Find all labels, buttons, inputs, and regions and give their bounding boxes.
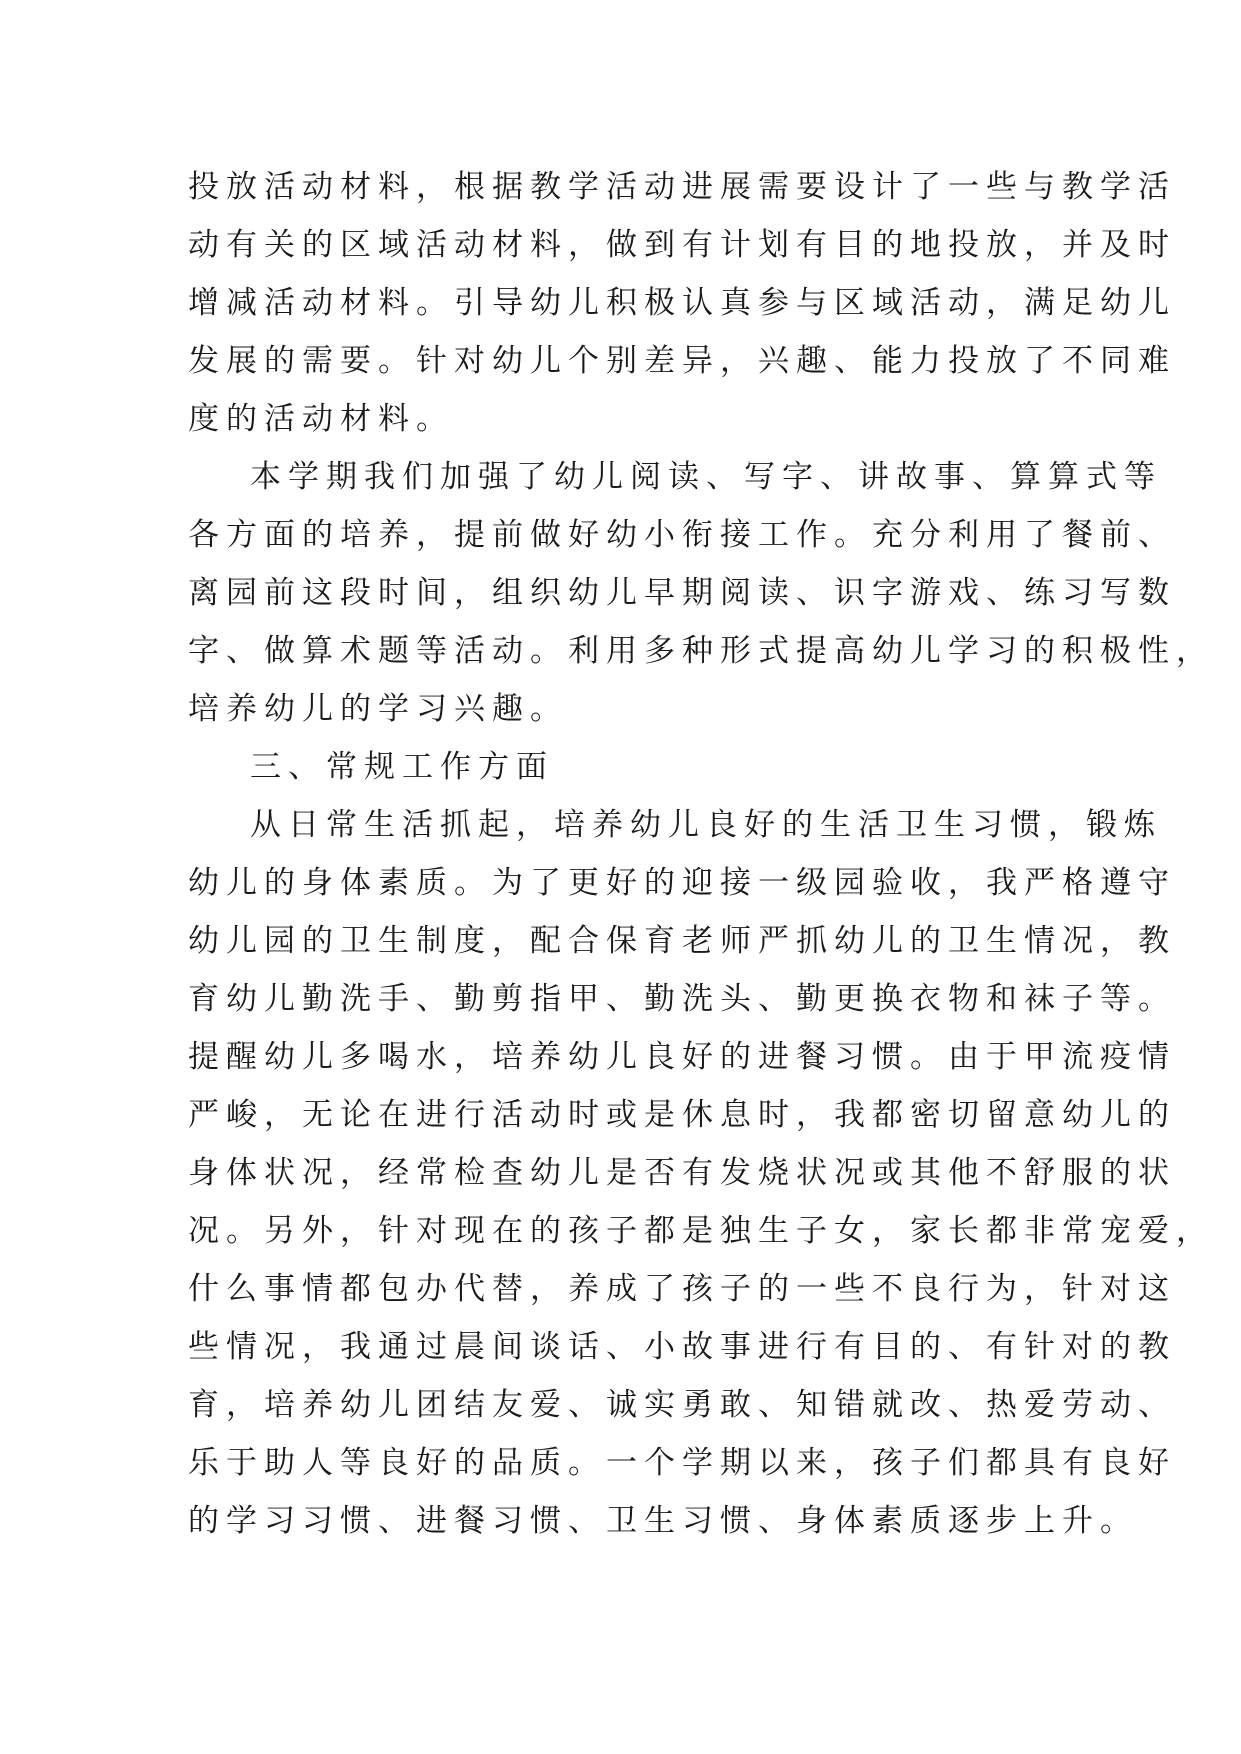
paragraph-first-line: 从日常生活抓起，培养幼儿良好的生活卫生习惯，锻炼 xyxy=(250,807,1162,843)
text-line: 动有关的区域活动材料，做到有计划有目的地投放，并及时 xyxy=(188,227,1176,263)
text-line: 严峻，无论在进行活动时或是休息时，我都密切留意幼儿的 xyxy=(188,1097,1176,1133)
text-line: 提醒幼儿多喝水，培养幼儿良好的进餐习惯。由于甲流疫情 xyxy=(188,1039,1176,1075)
document-body xyxy=(188,158,1214,1550)
text-line: 离园前这段时间，组织幼儿早期阅读、识字游戏、练习写数 xyxy=(188,575,1176,611)
text-line: 些情况，我通过晨间谈话、小故事进行有目的、有针对的教 xyxy=(188,1329,1176,1365)
text-line: 的学习习惯、进餐习惯、卫生习惯、身体素质逐步上升。 xyxy=(188,1503,1138,1539)
text-line: 育，培养幼儿团结友爱、诚实勇敢、知错就改、热爱劳动、 xyxy=(188,1387,1176,1423)
text-line: 育幼儿勤洗手、勤剪指甲、勤洗头、勤更换衣物和袜子等。 xyxy=(188,981,1176,1017)
text-line: 乐于助人等良好的品质。一个学期以来，孩子们都具有良好 xyxy=(188,1445,1176,1481)
text-line: 各方面的培养，提前做好幼小衔接工作。充分利用了餐前、 xyxy=(188,517,1176,553)
text-line: 什么事情都包办代替，养成了孩子的一些不良行为，针对这 xyxy=(188,1271,1176,1307)
text-line: 况。另外，针对现在的孩子都是独生子女，家长都非常宠爱， xyxy=(188,1213,1214,1249)
text-line: 身体状况，经常检查幼儿是否有发烧状况或其他不舒服的状 xyxy=(188,1155,1176,1191)
text-line: 发展的需要。针对幼儿个别差异，兴趣、能力投放了不同难 xyxy=(188,343,1176,379)
text-line: 字、做算术题等活动。利用多种形式提高幼儿学习的积极性， xyxy=(188,633,1214,669)
text-line: 投放活动材料，根据教学活动进展需要设计了一些与教学活 xyxy=(188,169,1176,205)
text-line: 培养幼儿的学习兴趣。 xyxy=(188,691,568,727)
section-heading: 三、常规工作方面 xyxy=(250,749,554,785)
text-line: 幼儿的身体素质。为了更好的迎接一级园验收，我严格遵守 xyxy=(188,865,1176,901)
text-line: 增减活动材料。引导幼儿积极认真参与区域活动，满足幼儿 xyxy=(188,285,1176,321)
text-line: 度的活动材料。 xyxy=(188,401,454,437)
text-line: 幼儿园的卫生制度，配合保育老师严抓幼儿的卫生情况，教 xyxy=(188,923,1176,959)
paragraph-first-line: 本学期我们加强了幼儿阅读、写字、讲故事、算算式等 xyxy=(250,459,1162,495)
